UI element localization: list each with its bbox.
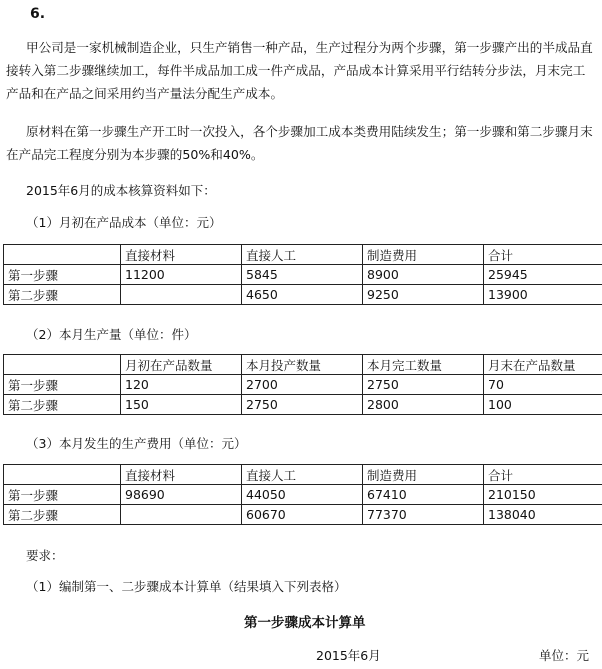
- header-cell: [4, 465, 121, 485]
- table-header-row: [4, 245, 602, 265]
- table-2-caption: （2）本月生产量（单位：件）: [26, 327, 197, 342]
- table-row: [4, 285, 602, 305]
- table-row: [4, 375, 602, 395]
- table-cell: 5845: [242, 265, 363, 285]
- header-cell: 本月完工数量: [363, 355, 484, 375]
- table-cell: 2800: [363, 395, 484, 415]
- problem-paragraph-1: 甲公司是一家机械制造企业，只生产销售一种产品，生产过程分为两个步骤，第一步骤产出的半成品直接转入第二步骤继续加工，每件半成品加工成一件产成品，产品成本计算采用平行结转分步法，月末完工产品和在产品之间采用约当产量法分配生产成本。: [6, 40, 593, 101]
- table-cell: 2750: [363, 375, 484, 395]
- table-current-production-cost: [3, 464, 602, 525]
- table-cell: 70: [484, 375, 602, 395]
- table-cell: 138040: [484, 505, 602, 525]
- table-cell: 100: [484, 395, 602, 415]
- header-cell: 合计: [484, 465, 602, 485]
- table-header-row: [4, 465, 602, 485]
- header-cell: 制造费用: [363, 245, 484, 265]
- header-cell: 直接人工: [242, 465, 363, 485]
- form-date: 2015年6月: [316, 648, 381, 663]
- table-cell: [121, 505, 242, 525]
- header-cell: 制造费用: [363, 465, 484, 485]
- header-cell: 直接人工: [242, 245, 363, 265]
- table-cell: 60670: [242, 505, 363, 525]
- form-unit: 单位：元: [539, 648, 590, 663]
- form-title: 第一步骤成本计算单: [244, 615, 366, 631]
- row-label-cell: 第二步骤: [4, 505, 121, 525]
- table-cell: 11200: [121, 265, 242, 285]
- table-cell: 98690: [121, 485, 242, 505]
- header-cell: 合计: [484, 245, 602, 265]
- table-cell: 210150: [484, 485, 602, 505]
- row-label-cell: 第一步骤: [4, 485, 121, 505]
- table-cell: 2700: [242, 375, 363, 395]
- table-cell: 13900: [484, 285, 602, 305]
- header-cell: 本月投产数量: [242, 355, 363, 375]
- table-header-row: [4, 355, 602, 375]
- requirements-label: 要求：: [26, 548, 64, 563]
- row-label-cell: 第一步骤: [4, 375, 121, 395]
- table-cell: 25945: [484, 265, 602, 285]
- table-opening-wip-cost: [3, 244, 602, 305]
- table-cell: 44050: [242, 485, 363, 505]
- table-row: [4, 485, 602, 505]
- requirement-1: （1）编制第一、二步骤成本计算单（结果填入下列表格）: [26, 579, 347, 594]
- table-3-caption: （3）本月发生的生产费用（单位：元）: [26, 436, 247, 451]
- table-1-caption: （1）月初在产品成本（单位：元）: [26, 215, 222, 230]
- table-row: [4, 505, 602, 525]
- table-cell: 2750: [242, 395, 363, 415]
- header-cell: [4, 245, 121, 265]
- table-cell: 77370: [363, 505, 484, 525]
- table-cell: 67410: [363, 485, 484, 505]
- row-label-cell: 第二步骤: [4, 285, 121, 305]
- table-cell: 8900: [363, 265, 484, 285]
- header-cell: 月初在产品数量: [121, 355, 242, 375]
- table-production-quantity: [3, 354, 602, 415]
- table-cell: 120: [121, 375, 242, 395]
- problem-paragraph-2: 原材料在第一步骤生产开工时一次投入，各个步骤加工成本类费用陆续发生；第一步骤和第二步骤月末在产品完工程度分别为本步骤的50%和40%。: [6, 124, 593, 162]
- table-cell: [121, 285, 242, 305]
- header-cell: 月末在产品数量: [484, 355, 602, 375]
- table-row: [4, 395, 602, 415]
- table-cell: 9250: [363, 285, 484, 305]
- header-cell: 直接材料: [121, 465, 242, 485]
- header-cell: 直接材料: [121, 245, 242, 265]
- table-row: [4, 265, 602, 285]
- header-cell: [4, 355, 121, 375]
- row-label-cell: 第一步骤: [4, 265, 121, 285]
- question-number: 6.: [30, 6, 46, 22]
- table-cell: 150: [121, 395, 242, 415]
- row-label-cell: 第二步骤: [4, 395, 121, 415]
- table-cell: 4650: [242, 285, 363, 305]
- intro-line: 2015年6月的成本核算资料如下：: [26, 183, 216, 198]
